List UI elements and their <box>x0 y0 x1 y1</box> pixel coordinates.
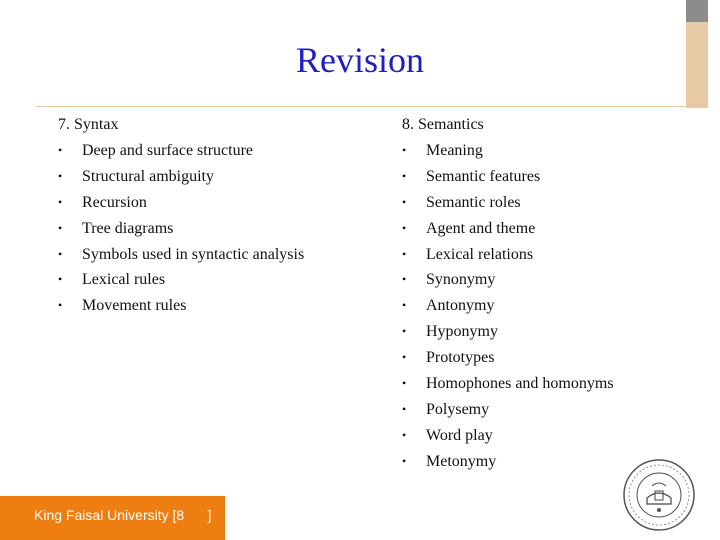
list-item <box>402 397 692 423</box>
list-item <box>402 138 692 164</box>
list-item <box>58 242 358 268</box>
list-item-text: Hyponymy <box>426 323 498 341</box>
list-item <box>402 190 692 216</box>
list-item-text: Antonymy <box>426 297 495 315</box>
bullet: • <box>58 168 63 183</box>
list-item <box>58 293 358 319</box>
list-item <box>402 293 692 319</box>
bullet: • <box>402 143 407 157</box>
list-item-text: Lexical rules <box>82 271 166 289</box>
bullet: • <box>402 246 407 261</box>
list-item <box>58 190 358 216</box>
list-item-text: Homophones and homonyms <box>426 375 614 393</box>
list-item-text: Metonymy <box>426 452 497 470</box>
list-item <box>58 216 358 242</box>
list-item-text: Structural ambiguity <box>82 167 214 185</box>
list-item-text: Agent and theme <box>426 219 536 237</box>
list-item <box>58 267 358 293</box>
syntax-column <box>58 112 358 319</box>
list-item-text: Deep and surface structure <box>82 142 254 159</box>
bullet: • <box>402 350 407 365</box>
bullet: • <box>402 194 407 209</box>
bullet: • <box>402 453 407 468</box>
list-item <box>402 423 692 449</box>
list-item-text: Movement rules <box>82 297 187 315</box>
list-item-text: Tree diagrams <box>82 219 174 237</box>
bullet: • <box>402 298 407 313</box>
list-item <box>402 267 692 293</box>
footer-text: King Faisal University [8 ] <box>34 507 212 523</box>
accent-bar-top <box>686 0 708 22</box>
list-item-text: Symbols used in syntactic analysis <box>82 245 305 263</box>
bullet: • <box>402 401 407 416</box>
list-item-text: Meaning <box>426 142 483 159</box>
list-item <box>58 138 358 164</box>
list-item-text: Recursion <box>82 193 147 211</box>
list-item-text: Semantic roles <box>426 193 521 211</box>
bullet: • <box>58 143 63 157</box>
list-item <box>402 319 692 345</box>
semantics-heading: 8. Semantics <box>402 116 484 133</box>
list-item-text: Polysemy <box>426 400 490 418</box>
list-item <box>402 345 692 371</box>
list-item <box>402 371 692 397</box>
bullet: • <box>58 272 63 287</box>
bullet: • <box>402 220 407 235</box>
list-item <box>402 216 692 242</box>
bullet: • <box>58 220 63 235</box>
list-item <box>402 242 692 268</box>
bullet: • <box>402 427 407 442</box>
bullet: • <box>402 376 407 391</box>
university-seal-icon <box>622 458 696 532</box>
bullet: • <box>58 298 63 313</box>
bullet: • <box>402 272 407 287</box>
bullet: • <box>58 246 63 261</box>
semantics-column <box>402 112 692 475</box>
slide-title: Revision <box>295 40 424 80</box>
list-item-text: Prototypes <box>426 349 495 367</box>
bullet: • <box>58 194 63 209</box>
syntax-heading: 7. Syntax <box>58 116 119 133</box>
list-item-text: Semantic features <box>426 167 541 185</box>
list-item-text: Word play <box>426 426 493 444</box>
list-item <box>402 164 692 190</box>
bullet: • <box>402 324 407 339</box>
list-item <box>58 164 358 190</box>
bullet: • <box>402 168 407 183</box>
list-item-text: Lexical relations <box>426 245 534 263</box>
title-divider <box>36 106 708 107</box>
list-item-text: Synonymy <box>426 271 496 289</box>
